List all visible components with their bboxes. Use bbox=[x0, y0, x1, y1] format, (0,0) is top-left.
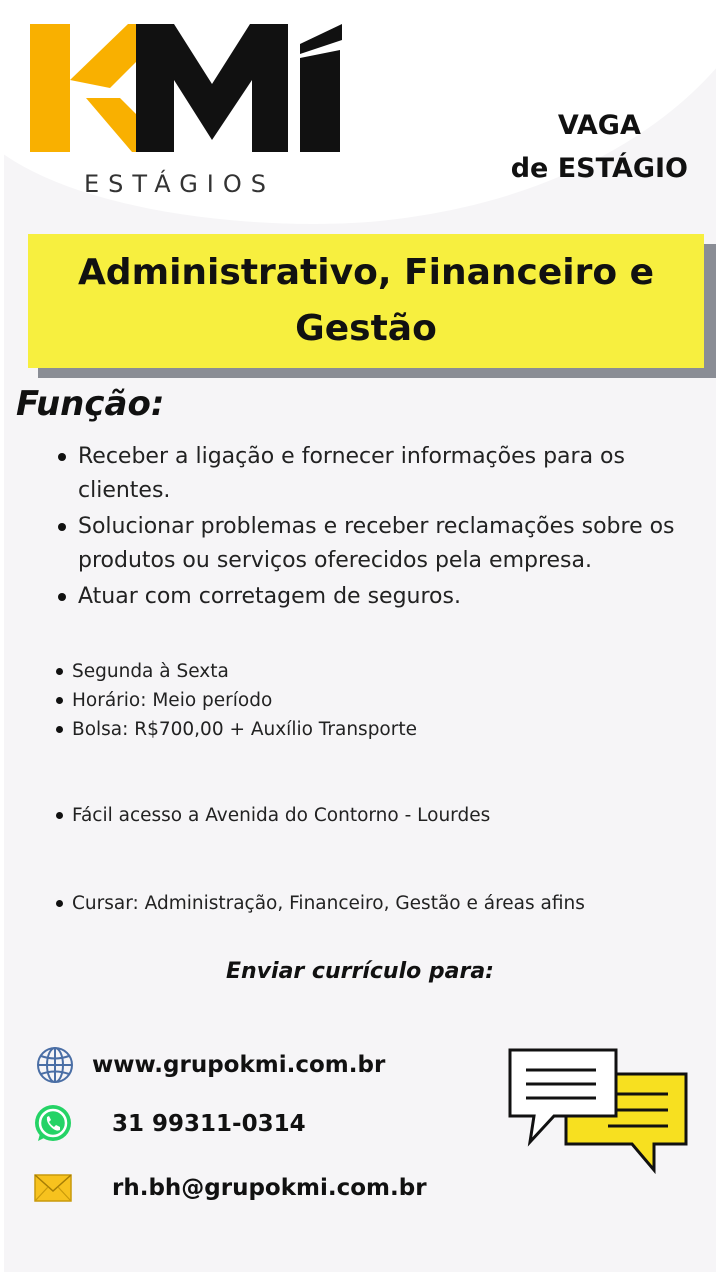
phone-number[interactable]: 31 99311-0314 bbox=[112, 1111, 306, 1137]
list-item: Solucionar problemas e receber reclamações sobre os produtos ou serviços oferecidos pela empresa. bbox=[54, 510, 714, 578]
website-link[interactable]: www.grupokmi.com.br bbox=[92, 1052, 386, 1078]
email-address[interactable]: rh.bh@grupokmi.com.br bbox=[112, 1175, 427, 1201]
website-contact[interactable] bbox=[34, 1044, 385, 1086]
duties-list bbox=[54, 440, 714, 616]
location-list bbox=[52, 801, 712, 830]
logo-subtitle: ESTÁGIOS bbox=[84, 170, 275, 198]
email-contact[interactable] bbox=[32, 1167, 427, 1209]
course-item: Cursar: Administração, Financeiro, Gestão e áreas afins bbox=[52, 889, 712, 918]
list-item: Bolsa: R$700,00 + Auxílio Transporte bbox=[52, 715, 712, 744]
position-banner bbox=[28, 234, 704, 368]
vaga-line2: de ESTÁGIO bbox=[510, 153, 688, 184]
position-title: Administrativo, Financeiro e Gestão bbox=[77, 252, 655, 349]
location-item: Fácil acesso a Avenida do Contorno - Lourdes bbox=[52, 801, 712, 830]
vaga-heading bbox=[511, 104, 688, 190]
list-item: Receber a ligação e fornecer informações para os clientes. bbox=[54, 440, 714, 508]
vaga-line1: VAGA bbox=[557, 110, 641, 141]
envelope-icon bbox=[32, 1167, 74, 1209]
course-list bbox=[52, 889, 712, 918]
whatsapp-icon bbox=[32, 1103, 74, 1145]
schedule-list bbox=[52, 657, 712, 744]
funcao-heading: Função: bbox=[16, 384, 165, 424]
list-item: Horário: Meio período bbox=[52, 686, 712, 715]
chat-bubbles-icon bbox=[504, 1044, 694, 1179]
job-flyer bbox=[4, 4, 716, 1272]
phone-contact[interactable] bbox=[32, 1103, 306, 1145]
globe-icon bbox=[34, 1044, 76, 1086]
list-item: Segunda à Sexta bbox=[52, 657, 712, 686]
list-item: Atuar com corretagem de seguros. bbox=[54, 580, 714, 614]
send-cv-heading: Enviar currículo para: bbox=[226, 959, 494, 984]
